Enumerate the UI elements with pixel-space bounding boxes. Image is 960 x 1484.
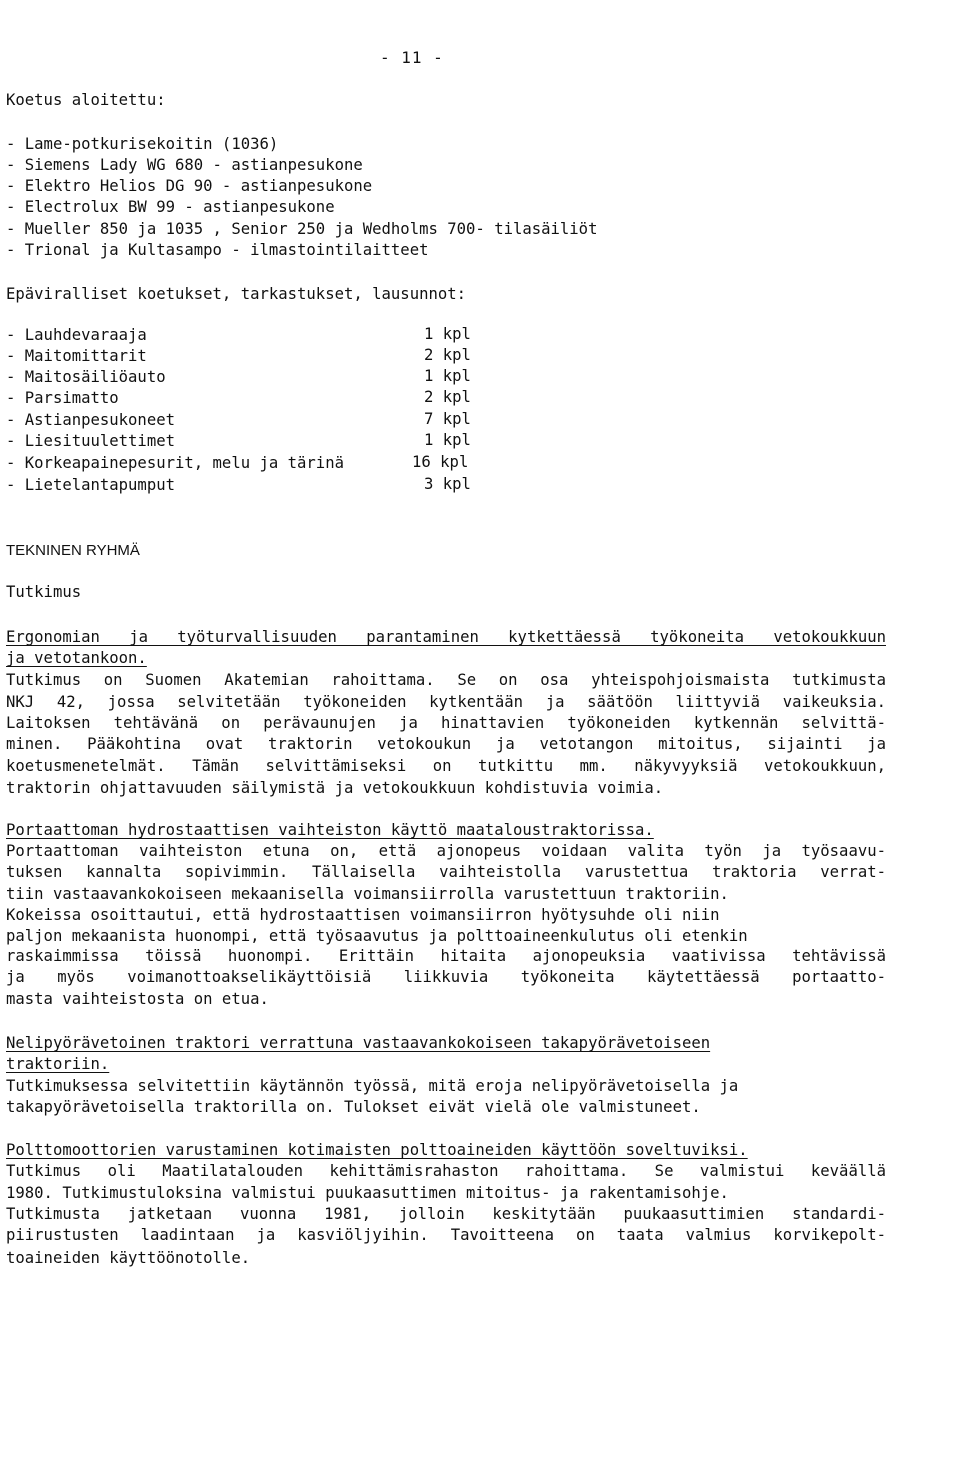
paragraph-line: Tutkimus on Suomen Akatemian rahoittama. Se on osa yhteispohjoismaista tutkimusta xyxy=(6,671,886,689)
list-item-name: - Liesituulettimet xyxy=(6,432,175,450)
list-item-name: - Korkeapainepesurit, melu ja tärinä xyxy=(6,454,344,472)
paragraph-line: 1980. Tutkimustuloksina valmistui puukaasuttimen mitoitus- ja rakentamisohje. xyxy=(6,1184,729,1202)
paragraph-line: tiin vastaavankokoiseen mekaanisella voimansiirrolla varustettuun traktoriin. xyxy=(6,885,729,903)
section-title: Ergonomian ja työturvallisuuden parantaminen kytkettäessä työkoneita vetokoukkuun xyxy=(6,628,886,646)
paragraph-line: koetusmenetelmät. Tämän selvittämiseksi on tutkittu mm. näkyvyyksiä vetokoukkuun, xyxy=(6,757,886,775)
section-title: Polttomoottorien varustaminen kotimaisten polttoaineiden käyttöön soveltuviksi. xyxy=(6,1141,748,1159)
list-item-qty: 2 kpl xyxy=(424,388,471,406)
paragraph-line: ja myös voimanottoakselikäyttöisiä liikkuvia työkoneita käytettäessä portaatto- xyxy=(6,968,886,986)
paragraph-line: Tutkimus oli Maatilatalouden kehittämisrahaston rahoittama. Se valmistui keväällä xyxy=(6,1162,886,1180)
paragraph-line: masta vaihteistosta on etua. xyxy=(6,990,269,1008)
list-item-name: - Lauhdevaraaja xyxy=(6,326,147,344)
list-item: - Mueller 850 ja 1035 , Senior 250 ja Wedholms 700- tilasäiliöt xyxy=(6,220,598,238)
paragraph-line: Kokeissa osoittautui, että hydrostaattisen voimansiirron hyötysuhde oli niin xyxy=(6,906,720,924)
unofficial-heading: Epäviralliset koetukset, tarkastukset, lausunnot: xyxy=(6,285,467,303)
paragraph-line: NKJ 42, jossa selvitetään työkoneiden kytkentään ja säätöön liittyviä vaikeuksia. xyxy=(6,693,886,711)
list-item-qty: 3 kpl xyxy=(424,475,471,493)
list-item-qty: 7 kpl xyxy=(424,410,471,428)
page-number: - 11 - xyxy=(380,48,444,67)
list-item-name: - Parsimatto xyxy=(6,389,119,407)
list-item-qty: 1 kpl xyxy=(424,431,471,449)
paragraph-line: minen. Pääkohtina ovat traktorin vetokoukun ja vetotangon mitoitus, sijainti ja xyxy=(6,735,886,753)
list-item: - Siemens Lady WG 680 - astianpesukone xyxy=(6,156,363,174)
list-item-name: - Maitomittarit xyxy=(6,347,147,365)
paragraph-line: traktorin ohjattavuuden säilymistä ja vetokoukkuun kohdistuvia voimia. xyxy=(6,779,664,797)
paragraph-line: Portaattoman vaihteiston etuna on, että ajonopeus voidaan valita työn ja työsaavu- xyxy=(6,842,886,860)
section-title: Portaattoman hydrostaattisen vaihteiston käyttö maataloustraktorissa. xyxy=(6,821,654,839)
list-item: - Electrolux BW 99 - astianpesukone xyxy=(6,198,335,216)
list-item: - Trional ja Kultasampo - ilmastointilaitteet xyxy=(6,241,429,259)
section-title: traktoriin. xyxy=(6,1055,110,1073)
list-item: - Elektro Helios DG 90 - astianpesukone xyxy=(6,177,373,195)
intro-heading: Koetus aloitettu: xyxy=(6,91,166,109)
paragraph-line: Laitoksen tehtävänä on perävaunujen ja hinattavien työkoneiden kytkennän selvittä- xyxy=(6,714,886,732)
list-item-name: - Astianpesukoneet xyxy=(6,411,175,429)
list-item: - Lame-potkurisekoitin (1036) xyxy=(6,135,279,153)
paragraph-line: Tutkimusta jatketaan vuonna 1981, jolloin keskitytään puukaasuttimien standardi- xyxy=(6,1205,886,1223)
section-title: Nelipyörävetoinen traktori verrattuna vastaavankokoiseen takapyörävetoiseen xyxy=(6,1034,711,1052)
section-title: ja vetotankoon. xyxy=(6,649,147,667)
research-heading: Tutkimus xyxy=(6,583,82,601)
list-item-name: - Maitosäiliöauto xyxy=(6,368,166,386)
paragraph-line: tuksen kannalta sopivimmin. Tällaisella vaihteistolla varustettua traktoria verrat- xyxy=(6,863,886,881)
paragraph-line: Tutkimuksessa selvitettiin käytännön työssä, mitä eroja nelipyörävetoisella ja xyxy=(6,1077,739,1095)
paragraph-line: takapyörävetoisella traktorilla on. Tulokset eivät vielä ole valmistuneet. xyxy=(6,1098,701,1116)
paragraph-line: raskaimmissa töissä huonompi. Erittäin hitaita ajonopeuksia vaativissa tehtävissä xyxy=(6,947,886,965)
group-heading: TEKNINEN RYHMÄ xyxy=(6,542,140,559)
list-item-qty: 1 kpl xyxy=(424,325,471,343)
list-item-qty: 1 kpl xyxy=(424,367,471,385)
list-item-qty: 2 kpl xyxy=(424,346,471,364)
paragraph-line: toaineiden käyttöönotolle. xyxy=(6,1249,251,1267)
list-item-name: - Lietelantapumput xyxy=(6,476,175,494)
paragraph-line: piirustusten laadintaan ja kasviöljyihin. Tavoitteena on taata valmius korvikepolt- xyxy=(6,1226,886,1244)
paragraph-line: paljon mekaanista huonompi, että työsaavutus ja polttoaineenkulutus oli etenkin xyxy=(6,927,748,945)
list-item-qty: 16 kpl xyxy=(412,453,469,471)
